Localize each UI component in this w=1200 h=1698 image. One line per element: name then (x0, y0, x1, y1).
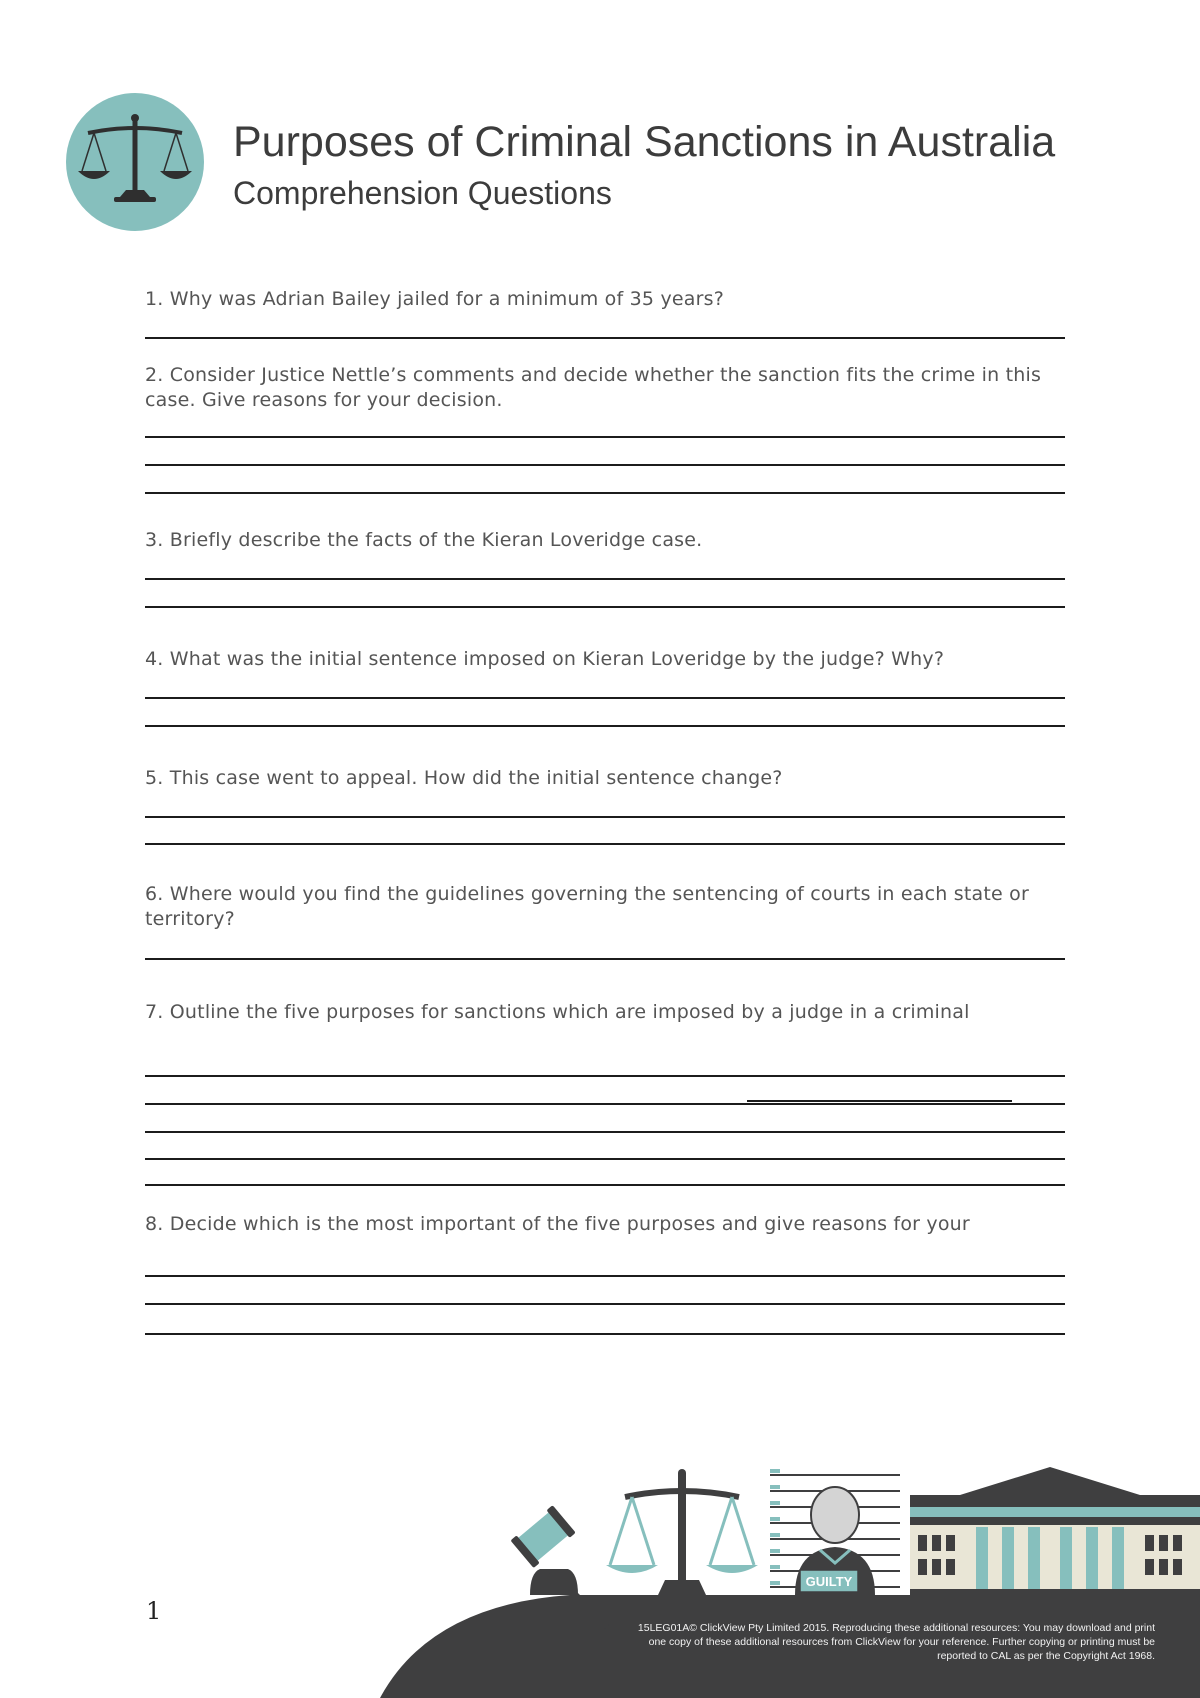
answer-line[interactable] (145, 958, 1065, 960)
answer-line[interactable] (145, 1158, 1065, 1160)
answer-line[interactable] (145, 1103, 1065, 1105)
courthouse-icon (910, 1467, 1200, 1595)
question-7: 7. Outline the five purposes for sanctions which are imposed by a judge in a criminal (145, 1001, 970, 1023)
copyright-notice: 15LEG01A© ClickView Pty Limited 2015. Reproducing these additional resources: You may download and print one copy of these additional resources from ClickView for your reference. Further copying or printing must be reported to CAL as per the Copyright Act 1968. (637, 1622, 1155, 1662)
scales-icon (606, 1469, 758, 1595)
scales-of-justice-icon (66, 93, 204, 231)
answer-line[interactable] (145, 1333, 1065, 1335)
question-3: 3. Briefly describe the facts of the Kieran Loveridge case. (145, 529, 703, 551)
answer-line-mark (747, 1100, 1012, 1102)
question-4: 4. What was the initial sentence imposed on Kieran Loveridge by the judge? Why? (145, 648, 945, 670)
mugshot-icon (770, 1469, 900, 1595)
question-1: 1. Why was Adrian Bailey jailed for a minimum of 35 years? (145, 288, 725, 310)
answer-line[interactable] (145, 337, 1065, 339)
question-2: 2. Consider Justice Nettle’s comments and decide whether the sanction fits the crime in this case. Give reasons for your decision. (145, 364, 1042, 411)
page-number: 1 (146, 1597, 162, 1625)
guilty-sign: GUILTY (805, 1574, 853, 1589)
answer-line[interactable] (145, 492, 1065, 494)
answer-line[interactable] (145, 1131, 1065, 1133)
question-8: 8. Decide which is the most important of the five purposes and give reasons for your (145, 1213, 970, 1235)
answer-line[interactable] (145, 464, 1065, 466)
page-subtitle: Comprehension Questions (233, 175, 612, 211)
page-title: Purposes of Criminal Sanctions in Australia (233, 118, 1056, 166)
answer-line[interactable] (145, 436, 1065, 438)
answer-line[interactable] (145, 1184, 1065, 1186)
answer-line[interactable] (145, 1075, 1065, 1077)
answer-line[interactable] (145, 843, 1065, 845)
answer-line[interactable] (145, 1275, 1065, 1277)
answer-line[interactable] (145, 1303, 1065, 1305)
answer-line[interactable] (145, 606, 1065, 608)
answer-line[interactable] (145, 578, 1065, 580)
answer-line[interactable] (145, 725, 1065, 727)
logo-badge (66, 93, 204, 231)
answer-line[interactable] (145, 697, 1065, 699)
question-5: 5. This case went to appeal. How did the initial sentence change? (145, 767, 783, 789)
question-6: 6. Where would you find the guidelines governing the sentencing of courts in each state or territory? (145, 883, 1029, 930)
answer-line[interactable] (145, 816, 1065, 818)
